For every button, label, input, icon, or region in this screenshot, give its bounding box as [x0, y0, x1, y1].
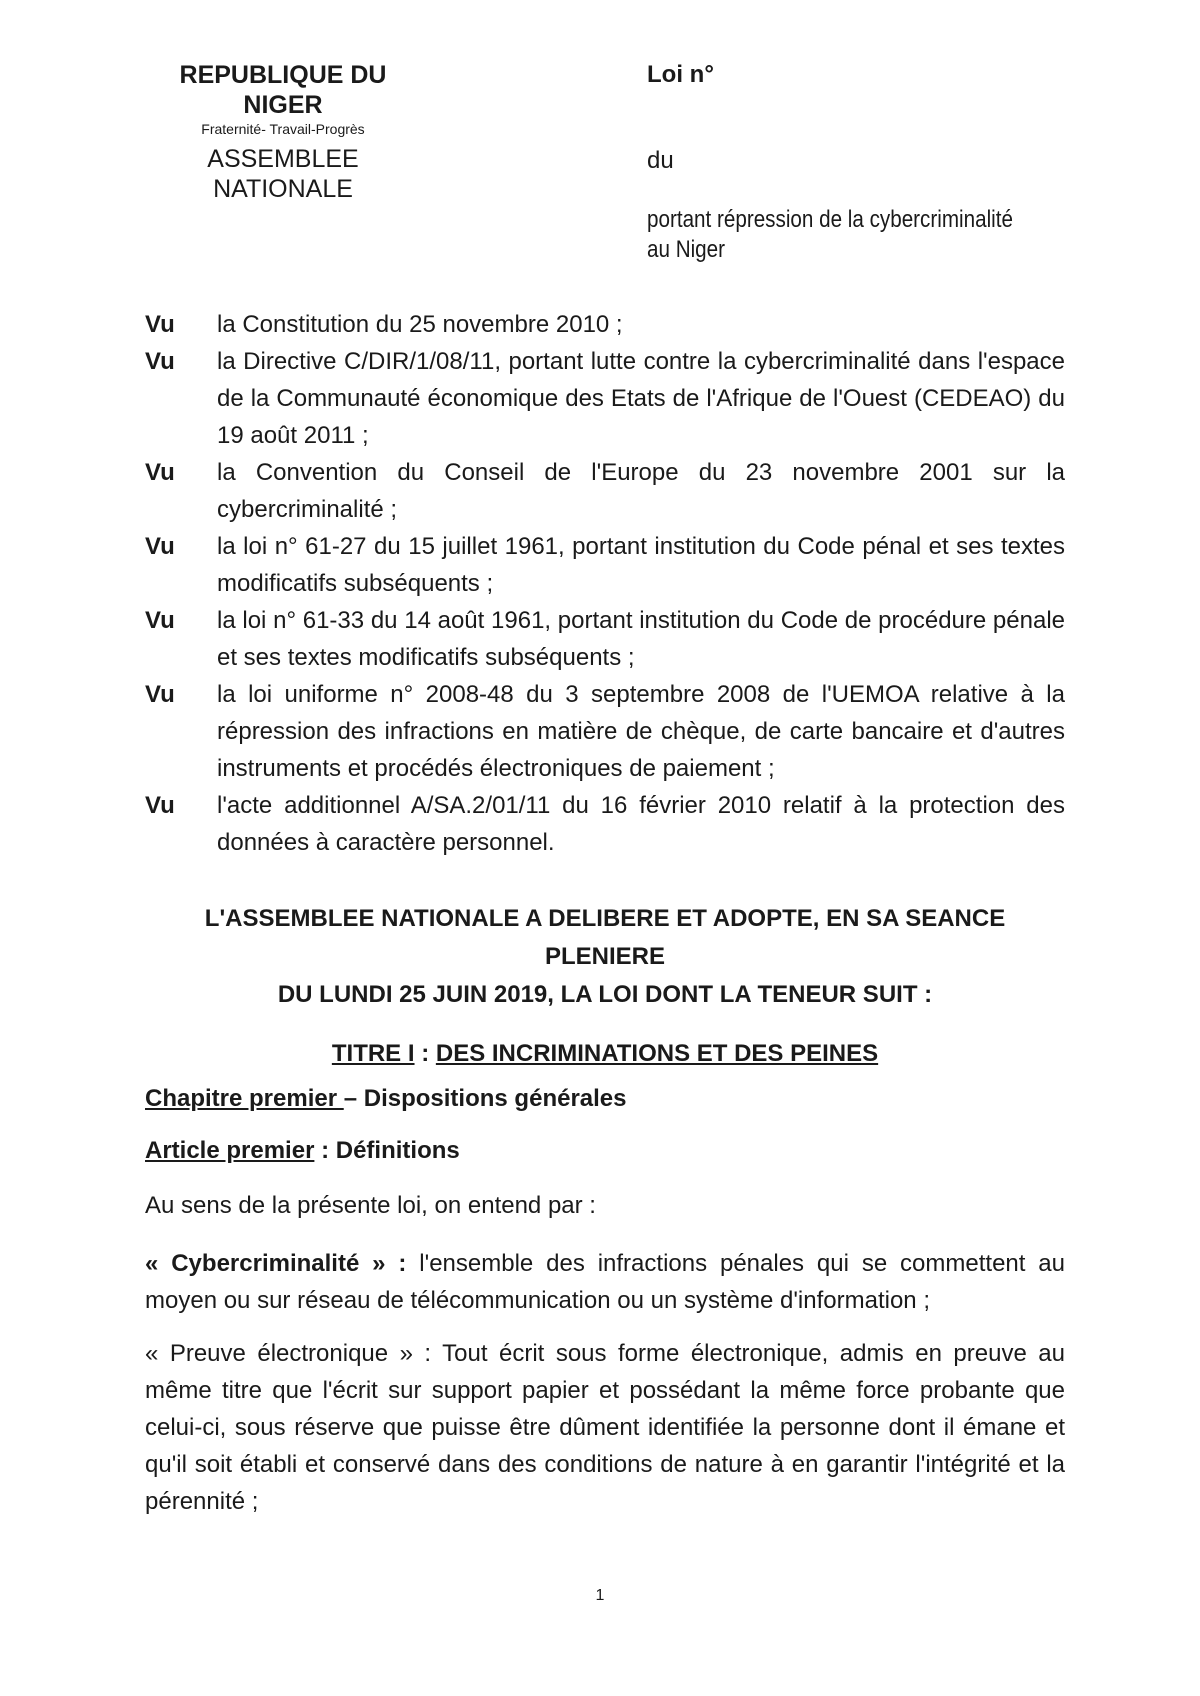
visa-label: Vu — [145, 459, 175, 486]
visa-list — [145, 306, 1065, 861]
declaration-line2: DU LUNDI 25 JUIN 2019, LA LOI DONT LA TENEUR SUIT : — [277, 981, 933, 1008]
page-number: 1 — [595, 1587, 605, 1604]
definition-paragraph — [145, 1245, 1065, 1319]
visa-text: la Directive C/DIR/1/08/11, portant lutte contre la cybercriminalité dans l'espace de la Communauté économique des Etats de l'Afrique de l'Ouest (CEDEAO) du 19 août 2011 ; — [217, 348, 1065, 449]
law-subject — [647, 205, 1073, 265]
visa-item — [145, 454, 1065, 528]
chapter-heading — [145, 1085, 627, 1113]
assembly-title: ASSEMBLEE NATIONALE — [207, 145, 359, 203]
header-left — [148, 60, 418, 204]
article-label: Article premier — [145, 1137, 315, 1164]
national-motto: Fraternité- Travail-Progrès — [201, 121, 365, 137]
republic-title: REPUBLIQUE DU NIGER — [179, 61, 387, 119]
visa-label: Vu — [145, 348, 175, 375]
definition-term: « Preuve électronique » : — [145, 1340, 443, 1367]
article-heading — [145, 1137, 460, 1165]
definition-text: Tout écrit sous forme électronique, admis en preuve au même titre que l'écrit sur support papier et possédant la même force probante que celui-ci, sous réserve que puisse être dûment identifiée la personne dont il émane et qu'il soit établi et conservé dans des conditions de nature à en garantir l'intégrité et la pérennité ; — [145, 1340, 1065, 1515]
declaration-line1: L'ASSEMBLEE NATIONALE A DELIBERE ET ADOPTE, EN SA SEANCE PLENIERE — [204, 905, 1006, 970]
law-subject-line2: au Niger — [647, 236, 726, 263]
definition-text: l'ensemble des infractions pénales qui se commettent au moyen ou sur réseau de télécommunication ou un système d'information ; — [145, 1250, 1066, 1314]
visa-item — [145, 787, 1065, 861]
header-right — [647, 60, 1067, 263]
adoption-declaration — [145, 900, 1065, 1014]
intro-paragraph: Au sens de la présente loi, on entend par : — [145, 1192, 596, 1219]
visa-item — [145, 676, 1065, 787]
chapter-text: – Dispositions générales — [343, 1085, 627, 1112]
visa-text: la Constitution du 25 novembre 2010 ; — [217, 311, 623, 338]
visa-text: l'acte additionnel A/SA.2/01/11 du 16 février 2010 relatif à la protection des données à caractère personnel. — [217, 792, 1065, 856]
chapter-label: Chapitre premier — [145, 1085, 344, 1112]
visa-text: la Convention du Conseil de l'Europe du 23 novembre 2001 sur la cybercriminalité ; — [217, 459, 1065, 523]
visa-text: la loi n° 61-27 du 15 juillet 1961, portant institution du Code pénal et ses textes modificatifs subséquents ; — [217, 533, 1065, 597]
visa-item — [145, 343, 1065, 454]
visa-label: Vu — [145, 681, 175, 708]
article-text: : Définitions — [314, 1137, 460, 1164]
title-separator: : — [414, 1040, 436, 1067]
law-subject-line1: portant répression de la cybercriminalité — [647, 206, 1013, 233]
visa-text: la loi n° 61-33 du 14 août 1961, portant institution du Code de procédure pénale et ses textes modificatifs subséquents ; — [217, 607, 1065, 671]
visa-label: Vu — [145, 792, 175, 819]
law-number: Loi n° — [647, 61, 714, 88]
definition-paragraph — [145, 1335, 1065, 1520]
visa-label: Vu — [145, 311, 175, 338]
title-text: DES INCRIMINATIONS ET DES PEINES — [435, 1040, 879, 1067]
definition-term: « Cybercriminalité » : — [145, 1250, 420, 1277]
title-label: TITRE I — [331, 1040, 415, 1067]
visa-item — [145, 306, 1065, 343]
visa-item — [145, 602, 1065, 676]
title-heading — [145, 1040, 1065, 1068]
visa-item — [145, 528, 1065, 602]
visa-label: Vu — [145, 607, 175, 634]
visa-label: Vu — [145, 533, 175, 560]
law-date-label: du — [647, 147, 674, 174]
visa-text: la loi uniforme n° 2008-48 du 3 septembre 2008 de l'UEMOA relative à la répression des infractions en matière de chèque, de carte bancaire et d'autres instruments et procédés électroniques de paiement ; — [217, 681, 1065, 782]
